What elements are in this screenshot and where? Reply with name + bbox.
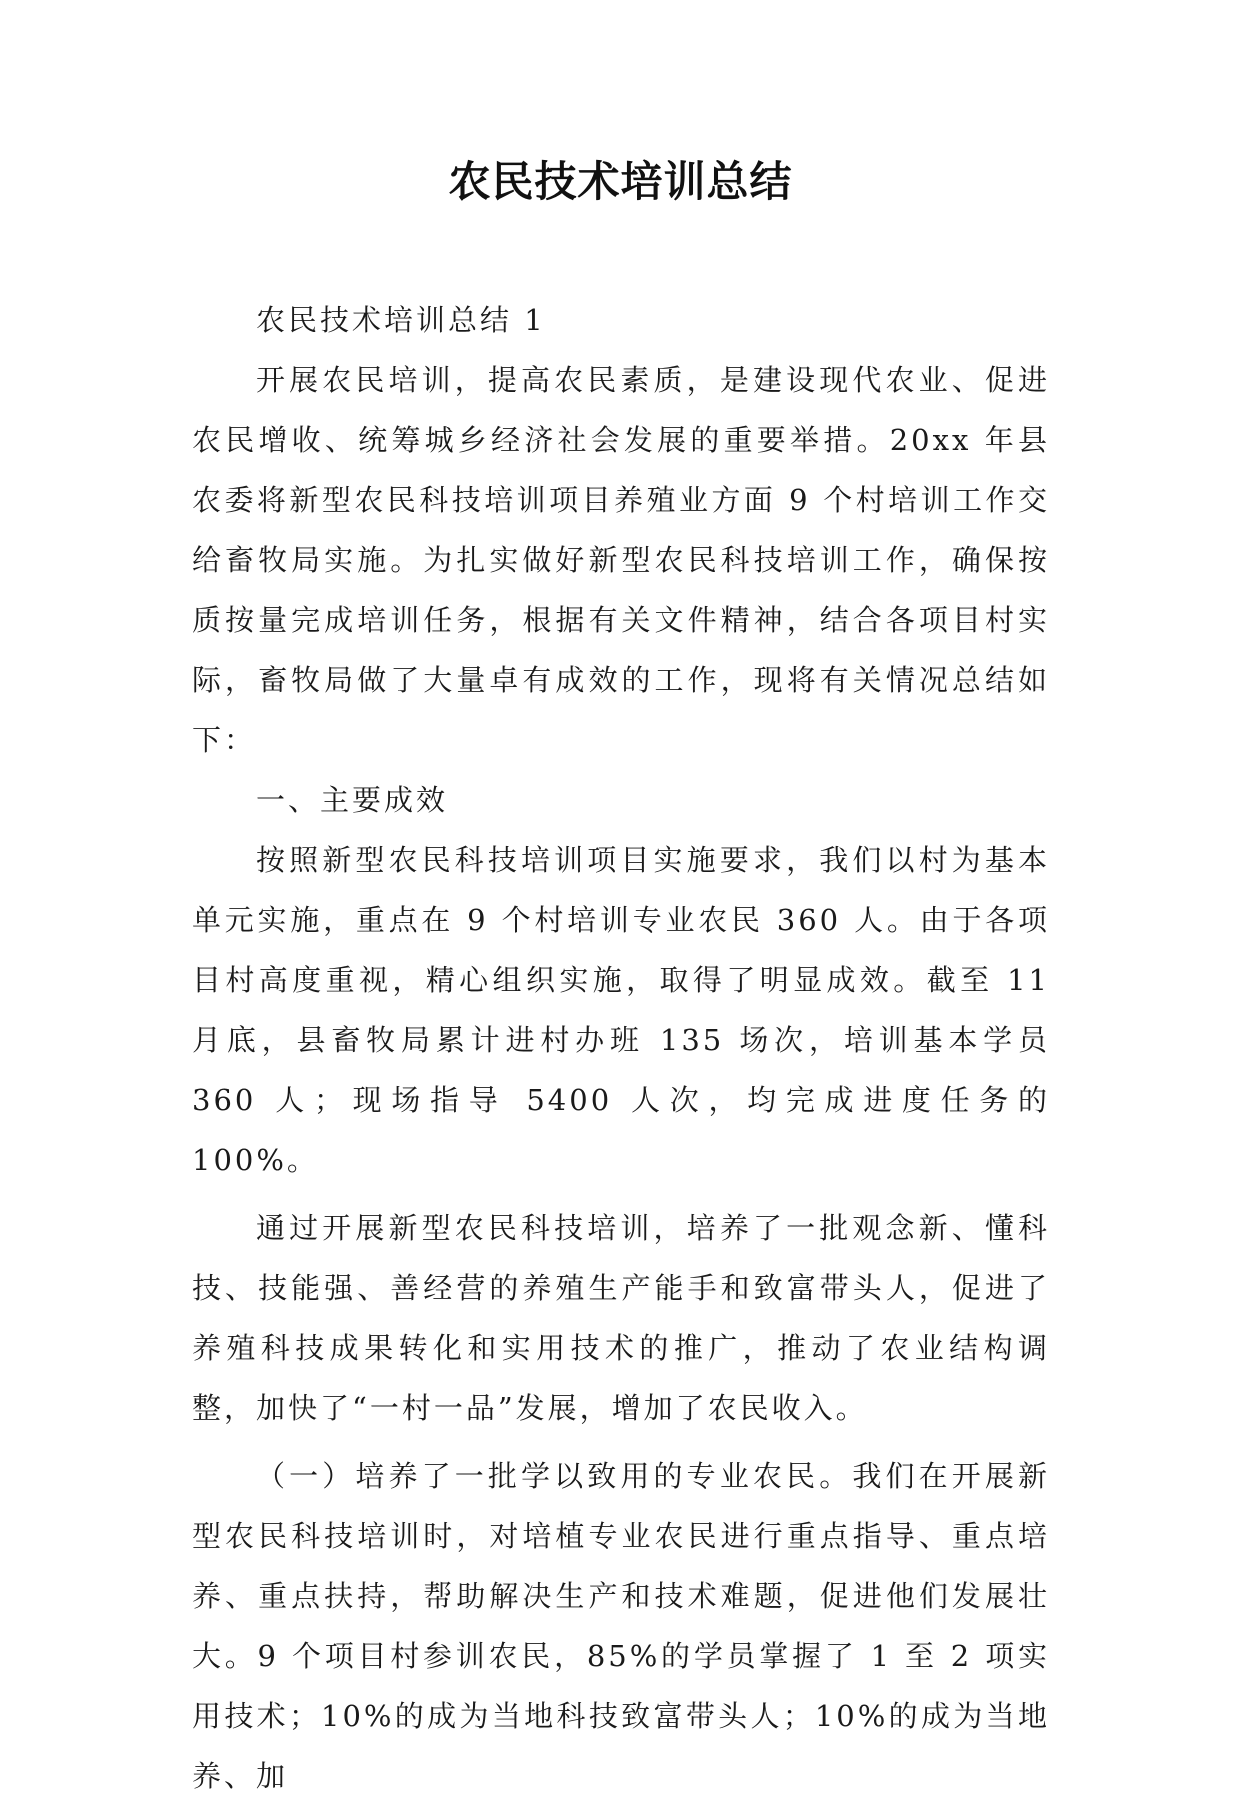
document-body bbox=[192, 290, 1050, 1806]
paragraph: （一）培养了一批学以致用的专业农民。我们在开展新型农民科技培训时，对培植专业农民进行重点指导、重点培养、重点扶持，帮助解决生产和技术难题，促进他们发展壮大。9 个项目村参训农民，85%的学员掌握了 1 至 2 项实用技术；10%的成为当地科技致富带头人；10%的成为当地养、加 bbox=[192, 1459, 1050, 1793]
section-heading: 农民技术培训总结 1 bbox=[256, 303, 546, 337]
paragraph: 通过开展新型农民科技培训，培养了一批观念新、懂科技、技能强、善经营的养殖生产能手和致富带头人，促进了养殖科技成果转化和实用技术的推广，推动了农业结构调整，加快了“一村一品”发展，增加了农民收入。 bbox=[192, 1211, 1050, 1425]
paragraph: 开展农民培训，提高农民素质，是建设现代农业、促进农民增收、统筹城乡经济社会发展的重要举措。20xx 年县农委将新型农民科技培训项目养殖业方面 9 个村培训工作交给畜牧局实施。为扎实做好新型农民科技培训工作，确保按质按量完成培训任务，根据有关文件精神，结合各项目村实际，畜牧局做了大量卓有成效的工作，现将有关情况总结如下： bbox=[192, 363, 1050, 757]
paragraph: 按照新型农民科技培训项目实施要求，我们以村为基本单元实施，重点在 9 个村培训专业农民 360 人。由于各项目村高度重视，精心组织实施，取得了明显成效。截至 11 月底，县畜牧局累计进村办班 135 场次，培训基本学员 360 人；现场指导 5400 人次，均完成进度任务的 100%。 bbox=[192, 843, 1050, 1177]
subsection-heading: 一、主要成效 bbox=[256, 783, 449, 817]
document-title: 农民技术培训总结 bbox=[448, 157, 793, 206]
